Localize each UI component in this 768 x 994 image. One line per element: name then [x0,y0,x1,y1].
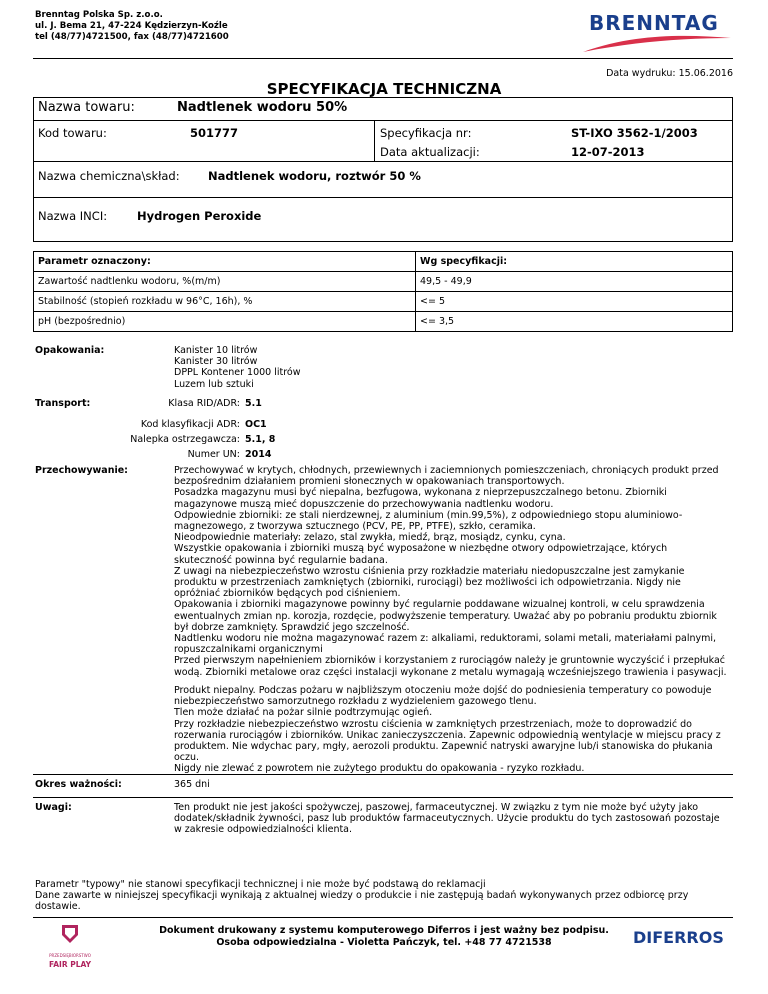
table-row [34,312,733,332]
footer-note-line: dostawie. [35,901,81,912]
storage-line: ewentualnych zmian np. korozja, rozdęcie, podwyższenie temperatury. Uważać aby po pobraniu produktu zbiornik [174,610,717,622]
transport-row-value: 5.1 [245,398,262,409]
storage-line: ropuszczalnikami organicznymi [174,644,323,656]
inci-name-box [33,197,733,242]
remarks-line: dodatek/składnik żywności, pasz lub produktów farmaceutycznych. Użycie produktu do tych zastosowań pozostaje [174,813,720,825]
update-date-value: 12-07-2013 [571,145,645,159]
chemical-name-box [33,161,733,198]
footer-note-line: Dane zawarte w niniejszej specyfikacji wynikają z aktualnej wiedzy o produkcie i nie zastępują badań wykonywanych przez odbiorcę przy [35,890,689,901]
company-address: ul. J. Bema 21, 47-224 Kędzierzyn-Koźle [35,21,228,31]
chemical-name-label: Nazwa chemiczna\skład: [38,169,180,183]
transport-row-label: Numer UN: [187,449,240,460]
print-date: Data wydruku: 15.06.2016 [606,68,733,79]
storage-line: Przechowywać w krytych, chłodnych, przewiewnych i zaciemnionych pomieszczeniach, chroniących produkt przed [174,465,719,476]
list-item: DPPL Kontener 1000 litrów [174,367,301,379]
storage-label: Przechowywanie: [35,465,128,476]
validity-label: Okres ważności: [35,779,122,790]
company-name: Brenntag Polska Sp. z.o.o. [35,10,163,20]
footer-note [35,879,735,912]
table-row [34,272,733,292]
storage-line: wodą. Zbiorniki metalowe oraz części instalacji wykonane z metalu wymagają wcześniejszego trawienia i pasywacji. [174,666,727,678]
update-date-label: Data aktualizacji: [380,145,480,159]
footer-note-line: Parametr "typowy" nie stanowi specyfikacji technicznej i nie może być podstawą do reklamacji [35,879,486,890]
list-item: Luzem lub sztuki [174,378,254,390]
table-header-cell: Parametr oznaczony: [34,252,416,272]
transport-label: Transport: [35,398,91,409]
storage-line: Wszystkie opakowania i zbiorniki muszą być wyposażone w niezbędne otwory odpowietrzające, których [174,543,668,555]
table-row [34,292,733,312]
storage-line: magnezowego, z tworzywa sztucznego (PCV, PE, PP, PTFE), szkło, ceramika. [174,521,536,533]
storage-line: Odpowiednie zbiorniki: ze stali nierdzewnej, z aluminium (min.99,5%), z odpowiedniego stopu aluminiowo- [174,509,683,521]
product-name-label: Nazwa towaru: [38,100,135,115]
company-info [35,10,229,43]
transport-row-value: 5.1, 8 [245,434,276,445]
product-name-box [33,97,733,121]
storage-line: Posadzka magazynu musi być niepalna, bezfugowa, wykonana z nieprzepuszczalnego betonu. Zbiorniki [174,487,667,499]
remarks-text [174,802,734,836]
fire-safety-line: Produkt niepalny. Podczas pożaru w najbliższym otoczeniu może dojść do podniesienia temperatury co powoduje [174,685,712,696]
chemical-name-value: Nadtlenek wodoru, roztwór 50 % [208,169,421,183]
header-divider [33,58,733,59]
storage-line: Przed pierwszym napełnieniem zbiorników i korzystaniem z rurociągów należy je gruntownie wyczyścić i przepłukać [174,655,725,667]
validity-value: 365 dni [174,779,210,790]
transport-row-label: Klasa RID/ADR: [168,398,240,409]
remarks-line: Ten produkt nie jest jakości spożywczej, paszowej, farmaceutycznej. W związku z tym nie może być użyty jako [174,802,699,813]
code-value: 501777 [190,126,239,140]
storage-line: magazynowe muszą mieć dopuszczenie do przechowywania nadtlenku wodoru. [174,498,554,510]
table-cell: <= 3,5 [416,312,733,332]
table-header-row [34,252,733,272]
fire-safety-line: Tlen może działać na pożar silnie podtrzymując ogień. [174,707,433,719]
table-cell: 49,5 - 49,9 [416,272,733,292]
product-name-value: Nadtlenek wodoru 50% [177,100,348,115]
table-header-cell: Wg specyfikacji: [416,252,733,272]
spec-number-label: Specyfikacja nr: [380,126,472,140]
fire-safety-text [174,685,734,775]
storage-line: skuteczność powinna być regularnie badana. [174,554,388,566]
company-phone: tel (48/77)4721500, fax (48/77)4721600 [35,32,229,42]
storage-line: opróżniać zbiorników będących pod ciśnieniem. [174,588,401,600]
section-divider [33,774,733,775]
fire-safety-line: rozerwania rurociągów i zbiorników. Unikac zanieczyszczenia. Zapewnic odpowiednią wentylacje w miejscu pracy z [174,729,721,741]
packaging-list [174,345,734,390]
brenntag-logo [573,8,735,56]
code-label: Kod towaru: [38,126,107,140]
parameters-table [33,251,733,332]
storage-line: Nadtlenku wodoru nie można magazynować razem z: alkaliami, reduktorami, solami metali, materiałami palnymi, [174,633,717,645]
table-cell: Zawartość nadtlenku wodoru, %(m/m) [34,272,416,292]
transport-row-label: Nalepka ostrzegawcza: [130,434,240,445]
transport-row-label: Kod klasyfikacji ADR: [140,419,240,430]
storage-text [174,465,734,678]
footer-divider [33,917,733,918]
list-item: Kanister 30 litrów [174,356,258,368]
inci-name-value: Hydrogen Peroxide [137,209,262,223]
table-cell: Stabilność (stopień rozkładu w 96°C, 16h), % [34,292,416,312]
fire-safety-line: Przy rozkładzie niebezpieczeństwo wzrostu ciścienia w zamkniętych przestrzeniach, może to doprowadzić do [174,718,692,730]
table-cell: <= 5 [416,292,733,312]
spec-number-value: ST-IXO 3562-1/2003 [571,126,698,140]
packaging-label: Opakowania: [35,345,105,356]
storage-line: był dobrze zamknięty. Sprawdzić jego szczelność. [174,621,410,633]
remarks-label: Uwagi: [35,802,72,813]
fire-safety-line: produktem. Nie wdychac pary, mgły, aerozoli produktu. Zapewnić natryski awaryjne lub/i stanowiska do płukania [174,741,713,753]
page-title: SPECYFIKACJA TECHNICZNA [266,80,502,98]
footer-main-line: Osoba odpowiedzialna - Violetta Pańczyk, tel. +48 77 4721538 [216,937,552,948]
inci-name-label: Nazwa INCI: [38,209,108,223]
table-cell: pH (bezpośrednio) [34,312,416,332]
section-divider [33,797,733,798]
fire-safety-line: niebezpieczeństwo samorzutnego rozkładu z wydzieleniem gazowego tlenu. [174,696,537,708]
diferros-logo: DIFERROS [633,928,724,947]
product-code-box [33,120,733,162]
fire-safety-line: Nigdy nie zlewać z powrotem nie zużytego produktu do opakowania - ryzyko rozkładu. [174,763,585,775]
storage-line: bezpośrednim działaniem promieni słonecznych w opakowaniach transportowych. [174,476,565,488]
transport-row-value: OC1 [245,419,267,430]
storage-line: Opakowania i zbiorniki magazynowe powinny być regularnie poddawane wizualnej kontroli, w celu sprawdzenia [174,599,705,611]
brenntag-logo-text: BRENNTAG [589,11,719,35]
fair-play-title: FAIR PLAY [48,960,92,969]
fire-safety-line: oczu. [174,752,200,764]
code-box-divider [374,121,375,161]
footer-main-line: Dokument drukowany z systemu komputerowego Diferros i jest ważny bez podpisu. [159,925,609,936]
storage-line: Nieodpowiednie materiały: zelazo, stal zwykła, miedź, brąz, mosiądz, cynku, cyna. [174,532,566,544]
storage-line: produktu w przestrzeniach zamkniętych (zbiorniki, rurociągi) bez możliwości ich odpowietrzania. Nigdy nie [174,577,681,589]
storage-line: Z uwagi na niebezpieczeństwo wzrostu ciśnienia przy rozkładzie materiału niedopuszczalne jest zamykanie [174,565,685,577]
fair-play-subtitle: PRZEDSIĘBIORSTWO [49,953,91,958]
list-item: Kanister 10 litrów [174,345,258,356]
transport-row-value: 2014 [245,449,272,460]
brenntag-swoosh-icon [573,8,735,56]
remarks-line: w zakresie odpowiedzialności klienta. [174,824,353,836]
